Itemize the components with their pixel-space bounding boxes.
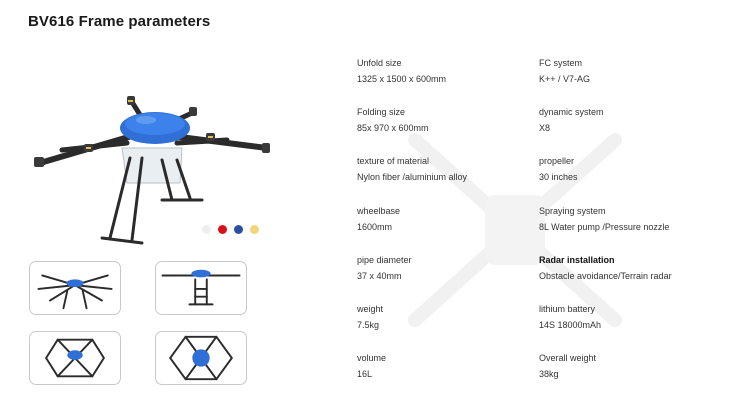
spec-material [357, 155, 467, 183]
spec-overall-weight [539, 352, 596, 380]
spec-label: Spraying system [539, 206, 606, 216]
thumbnail-top-view[interactable] [155, 331, 247, 385]
spec-value: 14S 18000mAh [539, 320, 602, 330]
spec-value: 7.5kg [357, 320, 380, 330]
spec-value: 1325 x 1500 x 600mm [357, 74, 447, 84]
spec-label: Overall weight [539, 353, 597, 363]
spec-label: texture of material [357, 156, 430, 166]
thumbnail-perspective[interactable] [29, 261, 121, 315]
spec-value: 8L Water pump /Pressure nozzle [539, 222, 670, 232]
spec-value: 38kg [539, 369, 559, 379]
spec-label: Folding size [357, 107, 406, 117]
page-title: BV616 Frame parameters [28, 13, 211, 30]
spec-label: pipe diameter [357, 255, 412, 265]
swatch-white[interactable] [202, 225, 211, 234]
spec-value: 30 inches [539, 172, 578, 182]
spec-label: weight [357, 304, 384, 314]
spec-propeller [539, 155, 578, 183]
spec-value: 1600mm [357, 222, 393, 232]
spec-label: dynamic system [539, 107, 604, 117]
spec-value: X8 [539, 123, 551, 133]
spec-value: Obstacle avoidance/Terrain radar [539, 271, 672, 281]
spec-label: lithium battery [539, 304, 596, 314]
spec-value: 85x 970 x 600mm [357, 123, 429, 133]
spec-lithium-battery [539, 303, 601, 331]
swatch-yellow[interactable] [250, 225, 259, 234]
swatch-blue[interactable] [234, 225, 243, 234]
spec-value: 37 x 40mm [357, 271, 402, 281]
spec-value: K++ / V7-AG [539, 74, 591, 84]
spec-label: propeller [539, 156, 575, 166]
spec-value: 16L [357, 369, 373, 379]
thumbnail-folded-top[interactable] [29, 331, 121, 385]
spec-dynamic-system [539, 106, 604, 134]
spec-spraying-system [539, 205, 669, 233]
thumbnail-side-view[interactable] [155, 261, 247, 315]
spec-radar-installation [539, 254, 672, 282]
spec-unfold-size [357, 57, 446, 85]
color-swatches [202, 225, 259, 237]
spec-label: volume [357, 353, 387, 363]
spec-volume [357, 352, 386, 380]
spec-weight [357, 303, 383, 331]
spec-label: wheelbase [357, 206, 401, 216]
spec-value: Nylon fiber /aluminium alloy [357, 172, 468, 182]
spec-label: Radar installation [539, 255, 615, 265]
spec-pipe-diameter [357, 254, 412, 282]
spec-wheelbase [357, 205, 400, 233]
spec-fc-system [539, 57, 590, 85]
spec-label: FC system [539, 58, 583, 68]
spec-label: Unfold size [357, 58, 402, 68]
swatch-red[interactable] [218, 225, 227, 234]
spec-folding-size [357, 106, 429, 134]
